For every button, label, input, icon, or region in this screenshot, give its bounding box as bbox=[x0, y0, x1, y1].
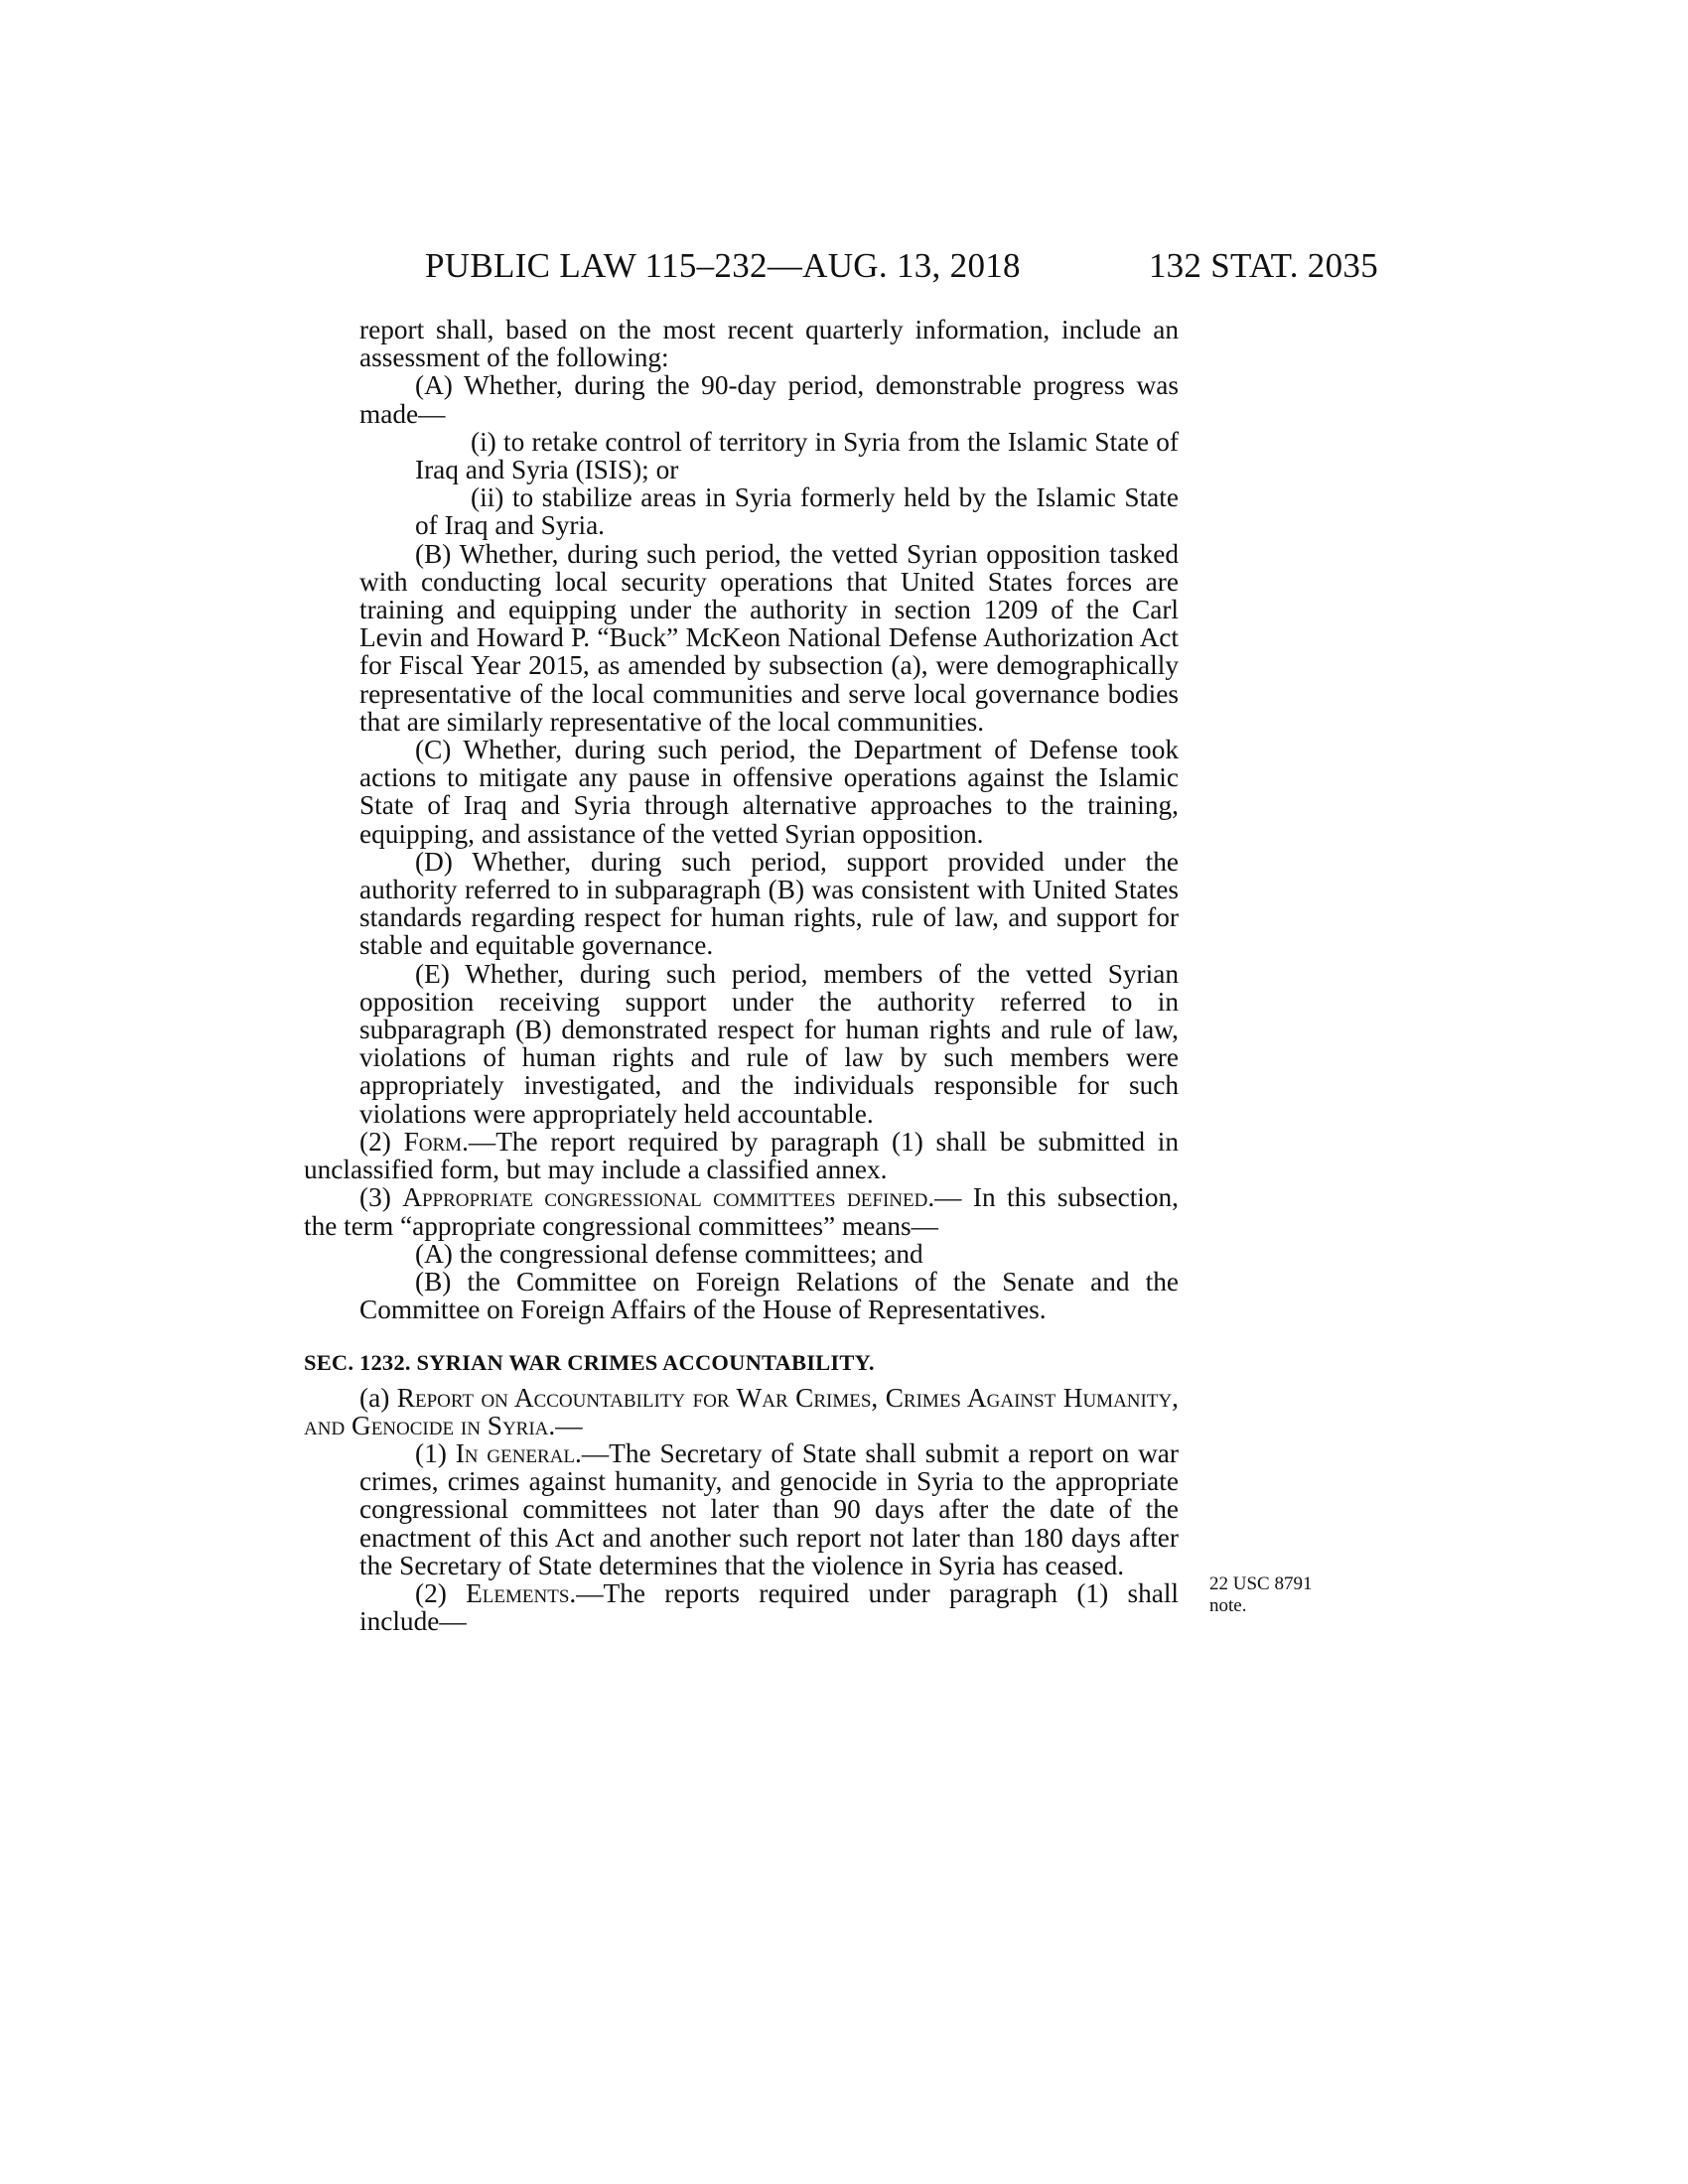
page-header bbox=[425, 246, 1378, 296]
paragraph-3-subparagraph-a: (A) the congressional defense committees; and bbox=[415, 1238, 923, 1269]
margin-note-citation: 22 USC 8791 bbox=[1209, 1573, 1313, 1594]
a1-number: (1) bbox=[415, 1437, 447, 1468]
header-stat-page: 132 STAT. 2035 bbox=[1148, 246, 1378, 285]
paragraph-continuation: report shall, based on the most recent quarterly information, include an assessment of the following: bbox=[359, 315, 1179, 373]
a1-text: .—The Secretary of State shall submit a report on war crimes, crimes against humanity, and genocide in Syria to the appropriate congressional committees not later than 90 days after the date of the enactment of this Act and another such report not later than 180 days after the Secretary of State determines that the violence in Syria has ceased. bbox=[359, 1437, 1179, 1580]
subsection-a-dash: .— bbox=[548, 1410, 583, 1440]
subsection-a-paragraph-1 bbox=[359, 1439, 1179, 1579]
margin-note-usc bbox=[1209, 1573, 1348, 1617]
subparagraph-a: (A) Whether, during the 90-day period, demonstrable progress was made— bbox=[359, 370, 1179, 429]
a2-text: .—The reports required under paragraph (1) shall include— bbox=[359, 1577, 1179, 1637]
subparagraph-d: (D) Whether, during such period, support provided under the authority referred to in subparagraph (B) was consistent with United States standards regarding respect for human rights, rule of law, and support for stable and equitable governance. bbox=[359, 846, 1179, 961]
paragraph-3-text: .— In this subsection, the term “appropriate congressional committees” means— bbox=[304, 1182, 1179, 1241]
header-public-law: PUBLIC LAW 115–232—AUG. 13, 2018 bbox=[425, 246, 1021, 285]
a2-heading: Elements bbox=[466, 1577, 570, 1608]
paragraph-3-heading: Appropriate congressional committees defined bbox=[402, 1182, 928, 1213]
subsection-a-heading bbox=[304, 1384, 1179, 1439]
paragraph-3-subparagraph-b: (B) the Committee on Foreign Relations of the Senate and the Committee on Foreign Affairs of the House of Representatives. bbox=[359, 1266, 1179, 1325]
subparagraph-c: (C) Whether, during such period, the Department of Defense took actions to mitigate any pause in offensive operations against the Islamic State of Iraq and Syria through alternative approaches to the training, equipping, and assistance of the vetted Syrian opposition. bbox=[359, 735, 1179, 849]
subsection-a-title: Report on Accountability for War Crimes, Crimes Against Humanity, and Genocide in Syria bbox=[304, 1382, 1179, 1440]
subsection-a-number: (a) bbox=[359, 1382, 390, 1413]
subparagraph-b: (B) Whether, during such period, the vetted Syrian opposition tasked with conducting local security operations that United States forces are training and equipping under the authority in section 1209 of the Carl Levin and Howard P. “Buck” McKeon National Defense Authorization Act for Fiscal Year 2015, as amended by subsection (a), were demographically representative of the local communities and serve local governance bodies that are similarly representative of the local communities. bbox=[359, 538, 1179, 737]
document-body bbox=[304, 315, 1180, 1637]
paragraph-3-definitions bbox=[304, 1183, 1179, 1239]
subsection-a-paragraph-2 bbox=[359, 1579, 1179, 1635]
paragraph-3-number: (3) bbox=[359, 1182, 391, 1213]
section-heading: SEC. 1232. SYRIAN WAR CRIMES ACCOUNTABILITY. bbox=[304, 1350, 875, 1376]
paragraph-2-heading: Form bbox=[403, 1126, 463, 1157]
margin-note-label: note. bbox=[1209, 1595, 1247, 1616]
paragraph-2-number: (2) bbox=[359, 1126, 391, 1157]
a1-heading: In general bbox=[455, 1437, 576, 1468]
clause-a-ii: (ii) to stabilize areas in Syria formerly held by the Islamic State of Iraq and Syria. bbox=[415, 482, 1179, 541]
subparagraph-e: (E) Whether, during such period, members of the vetted Syrian opposition receiving support under the authority referred to in subparagraph (B) demonstrated respect for human rights and rule of law, violations of human rights and rule of law by such members were appropriately investigated, and the individuals responsible for such violations were appropriately held accountable. bbox=[359, 958, 1179, 1129]
paragraph-2-text: .—The report required by paragraph (1) shall be submitted in unclassified form, but may include a classified annex. bbox=[304, 1126, 1180, 1185]
clause-a-i: (i) to retake control of territory in Syria from the Islamic State of Iraq and Syria (ISIS); or bbox=[415, 426, 1179, 485]
paragraph-2-form bbox=[304, 1128, 1179, 1183]
a2-number: (2) bbox=[415, 1577, 447, 1608]
